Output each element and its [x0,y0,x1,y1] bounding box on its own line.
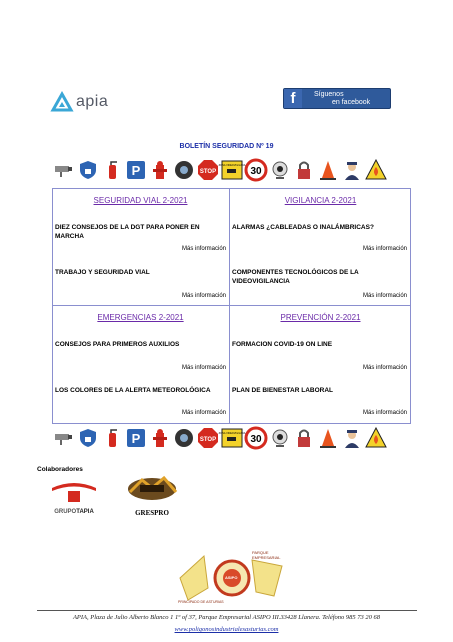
shield-lock-icon [77,426,99,450]
footer-divider [37,610,417,611]
fire-warning-icon [365,426,387,450]
cctv-camera-icon [53,158,75,182]
footer-address: APIA, Plaza de Julio Alberto Blanco 1 1º of 37, Parque Empresarial ASIPO III.33428 Llanera. Teléfono 985 73 20 68 [72,614,381,621]
speed-limit-icon [245,158,267,182]
article-title[interactable]: ALARMAS ¿CABLEADAS O INALÁMBRICAS? [232,224,374,231]
grespro-logo[interactable]: GRESPRO [122,474,182,514]
dome-camera-icon [173,426,195,450]
facebook-follow-button[interactable] [283,88,391,109]
svg-text:30: 30 [250,166,262,177]
svg-text:STOP: STOP [199,169,217,175]
grespro-emblem-icon [122,474,182,504]
section-title-seguridad-vial[interactable]: SEGURIDAD VIAL 2-2021 [93,196,188,205]
svg-text:30: 30 [250,434,262,445]
parking-icon [125,426,147,450]
fire-warning-icon [365,158,387,182]
svg-text:STOP: STOP [199,437,217,443]
apia-logo-text: apia [76,93,109,110]
svg-text:P: P [131,431,141,446]
apia-logo[interactable] [52,88,124,116]
icon-strip-top [53,156,410,184]
svg-text:ZONA VIDEOVIGILADA: ZONA VIDEOVIGILADA [218,164,246,167]
bulletin-title: BOLETÍN SEGURIDAD Nº 19 [179,143,274,150]
webcam-icon [269,158,291,182]
section-title-emergencias[interactable]: EMERGENCIAS 2-2021 [97,313,184,322]
speed-limit-icon [245,426,267,450]
webcam-icon [269,426,291,450]
fire-hydrant-icon [149,158,171,182]
more-info-link[interactable]: Más información [362,365,407,371]
parking-icon [125,158,147,182]
tapia-mark-icon [48,478,100,504]
footer-website-link[interactable]: www.poligonosindustrialesasturias.com [174,626,279,633]
grupo-tapia-logo[interactable]: GRUPOTAPIA [48,478,100,514]
svg-text:ZONA VIDEOVIGILADA: ZONA VIDEOVIGILADA [218,432,246,435]
fire-extinguisher-icon [101,426,123,450]
security-guard-icon [341,426,363,450]
more-info-link[interactable]: Más información [181,246,226,252]
collaborators-label: Colaboradores [37,466,83,473]
article-title[interactable]: COMPONENTES TECNOLÓGICOS DE LA VIDEOVIGILANCIA [232,269,359,285]
apia-triangle-icon [52,93,72,111]
facebook-line2: en facebook [332,98,371,106]
more-info-link[interactable]: Más información [362,293,407,299]
traffic-cone-icon [317,426,339,450]
article-title[interactable]: DIEZ CONSEJOS DE LA DGT PARA PONER EN MARCHA [55,224,200,240]
section-title-vigilancia[interactable]: VIGILANCIA 2-2021 [284,196,357,205]
padlock-icon [293,426,315,450]
article-title[interactable]: TRABAJO Y SEGURIDAD VIAL [55,269,150,276]
article-title[interactable]: CONSEJOS PARA PRIMEROS AUXILIOS [55,341,180,348]
more-info-link[interactable]: Más información [181,365,226,371]
surveillance-sign-icon [218,426,246,450]
table-row-divider [52,305,411,306]
fire-extinguisher-icon [101,158,123,182]
facebook-line1: Síguenos [314,90,344,98]
fire-hydrant-icon [149,426,171,450]
article-title[interactable]: PLAN DE BIENESTAR LABORAL [232,387,333,394]
icon-strip-bottom [53,424,410,452]
asipo-badge: PARQUE EMPRESARIAL ASIPO PRINCIPADO DE ASTURIAS [174,548,292,606]
article-title[interactable]: LOS COLORES DE LA ALERTA METEOROLÓGICA [55,387,211,394]
facebook-icon: f [284,89,302,108]
svg-text:P: P [131,163,141,178]
table-column-divider [229,188,230,424]
dome-camera-icon [173,158,195,182]
stop-sign-icon [197,426,219,450]
cctv-camera-icon [53,426,75,450]
surveillance-sign-icon [218,158,246,182]
padlock-icon [293,158,315,182]
security-guard-icon [341,158,363,182]
stop-sign-icon [197,158,219,182]
more-info-link[interactable]: Más información [181,293,226,299]
shield-lock-icon [77,158,99,182]
more-info-link[interactable]: Más información [181,410,226,416]
more-info-link[interactable]: Más información [362,246,407,252]
traffic-cone-icon [317,158,339,182]
section-title-prevencion[interactable]: PREVENCIÓN 2-2021 [280,313,361,322]
more-info-link[interactable]: Más información [362,410,407,416]
article-title[interactable]: FORMACION COVID-19 ON LINE [232,341,333,348]
